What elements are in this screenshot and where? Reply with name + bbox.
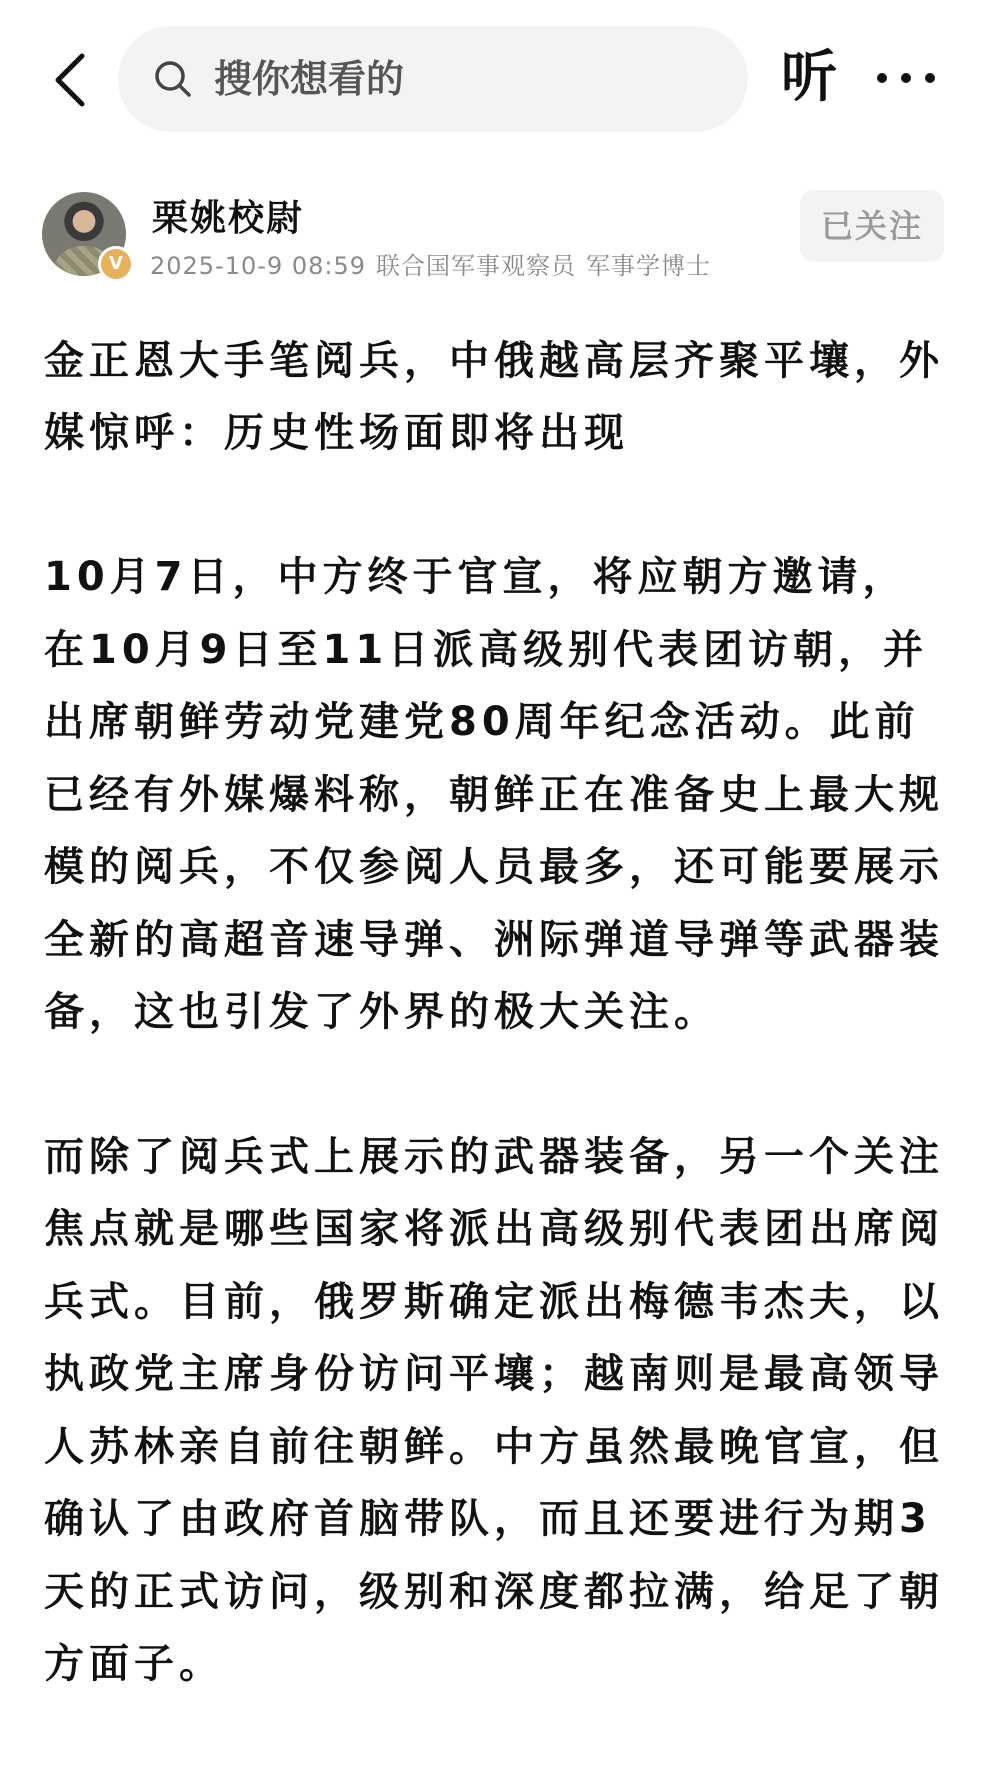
top-bar (0, 0, 986, 160)
author-name[interactable]: 栗姚校尉 (152, 198, 305, 239)
search-input[interactable] (212, 56, 736, 102)
more-button[interactable] (866, 50, 946, 106)
listen-button[interactable]: 听 (781, 45, 837, 110)
author-title: 联合国军事观察员 (376, 252, 576, 280)
chevron-left-icon (50, 50, 90, 110)
avatar[interactable] (42, 192, 126, 276)
author-title: 军事学博士 (586, 252, 711, 280)
article-paragraph: 10月7日，中方终于官宣，将应朝方邀请，在10月9日至11日派高级别代表团访朝，并出席朝鲜劳动党建党80周年纪念活动。此前已经有外媒爆料称，朝鲜正在准备史上最大规模的阅兵，不仅参阅人员最多，还可能要展示全新的高超音速导弹、洲际弹道导弹等武器装备，这也引发了外界的极大关注。 (44, 554, 944, 1035)
search-icon (152, 58, 194, 100)
post-timestamp: 2025-10-9 08:59 (150, 252, 366, 280)
article-title: 金正恩大手笔阅兵，中俄越高层齐聚平壤，外媒惊呼：历史性场面即将出现 (44, 338, 944, 456)
verified-badge: V (98, 246, 134, 282)
article-paragraph: 而除了阅兵式上展示的武器装备，另一个关注焦点就是哪些国家将派出高级别代表团出席阅兵式。目前，俄罗斯确定派出梅德韦杰夫，以执政党主席身份访问平壤；越南则是最高领导人苏林亲自前往朝鲜。中方虽然最晚官宣，但确认了由政府首脑带队，而且还要进行为期3天的正式访问，级别和深度都拉满，给足了朝方面子。 (44, 1133, 944, 1687)
author-meta (150, 246, 721, 281)
author-row (0, 180, 986, 290)
article-body (44, 325, 944, 1701)
search-bar[interactable] (118, 26, 748, 132)
more-horizontal-icon (874, 71, 938, 85)
follow-button[interactable]: 已关注 (800, 190, 944, 262)
back-button[interactable] (40, 40, 100, 120)
